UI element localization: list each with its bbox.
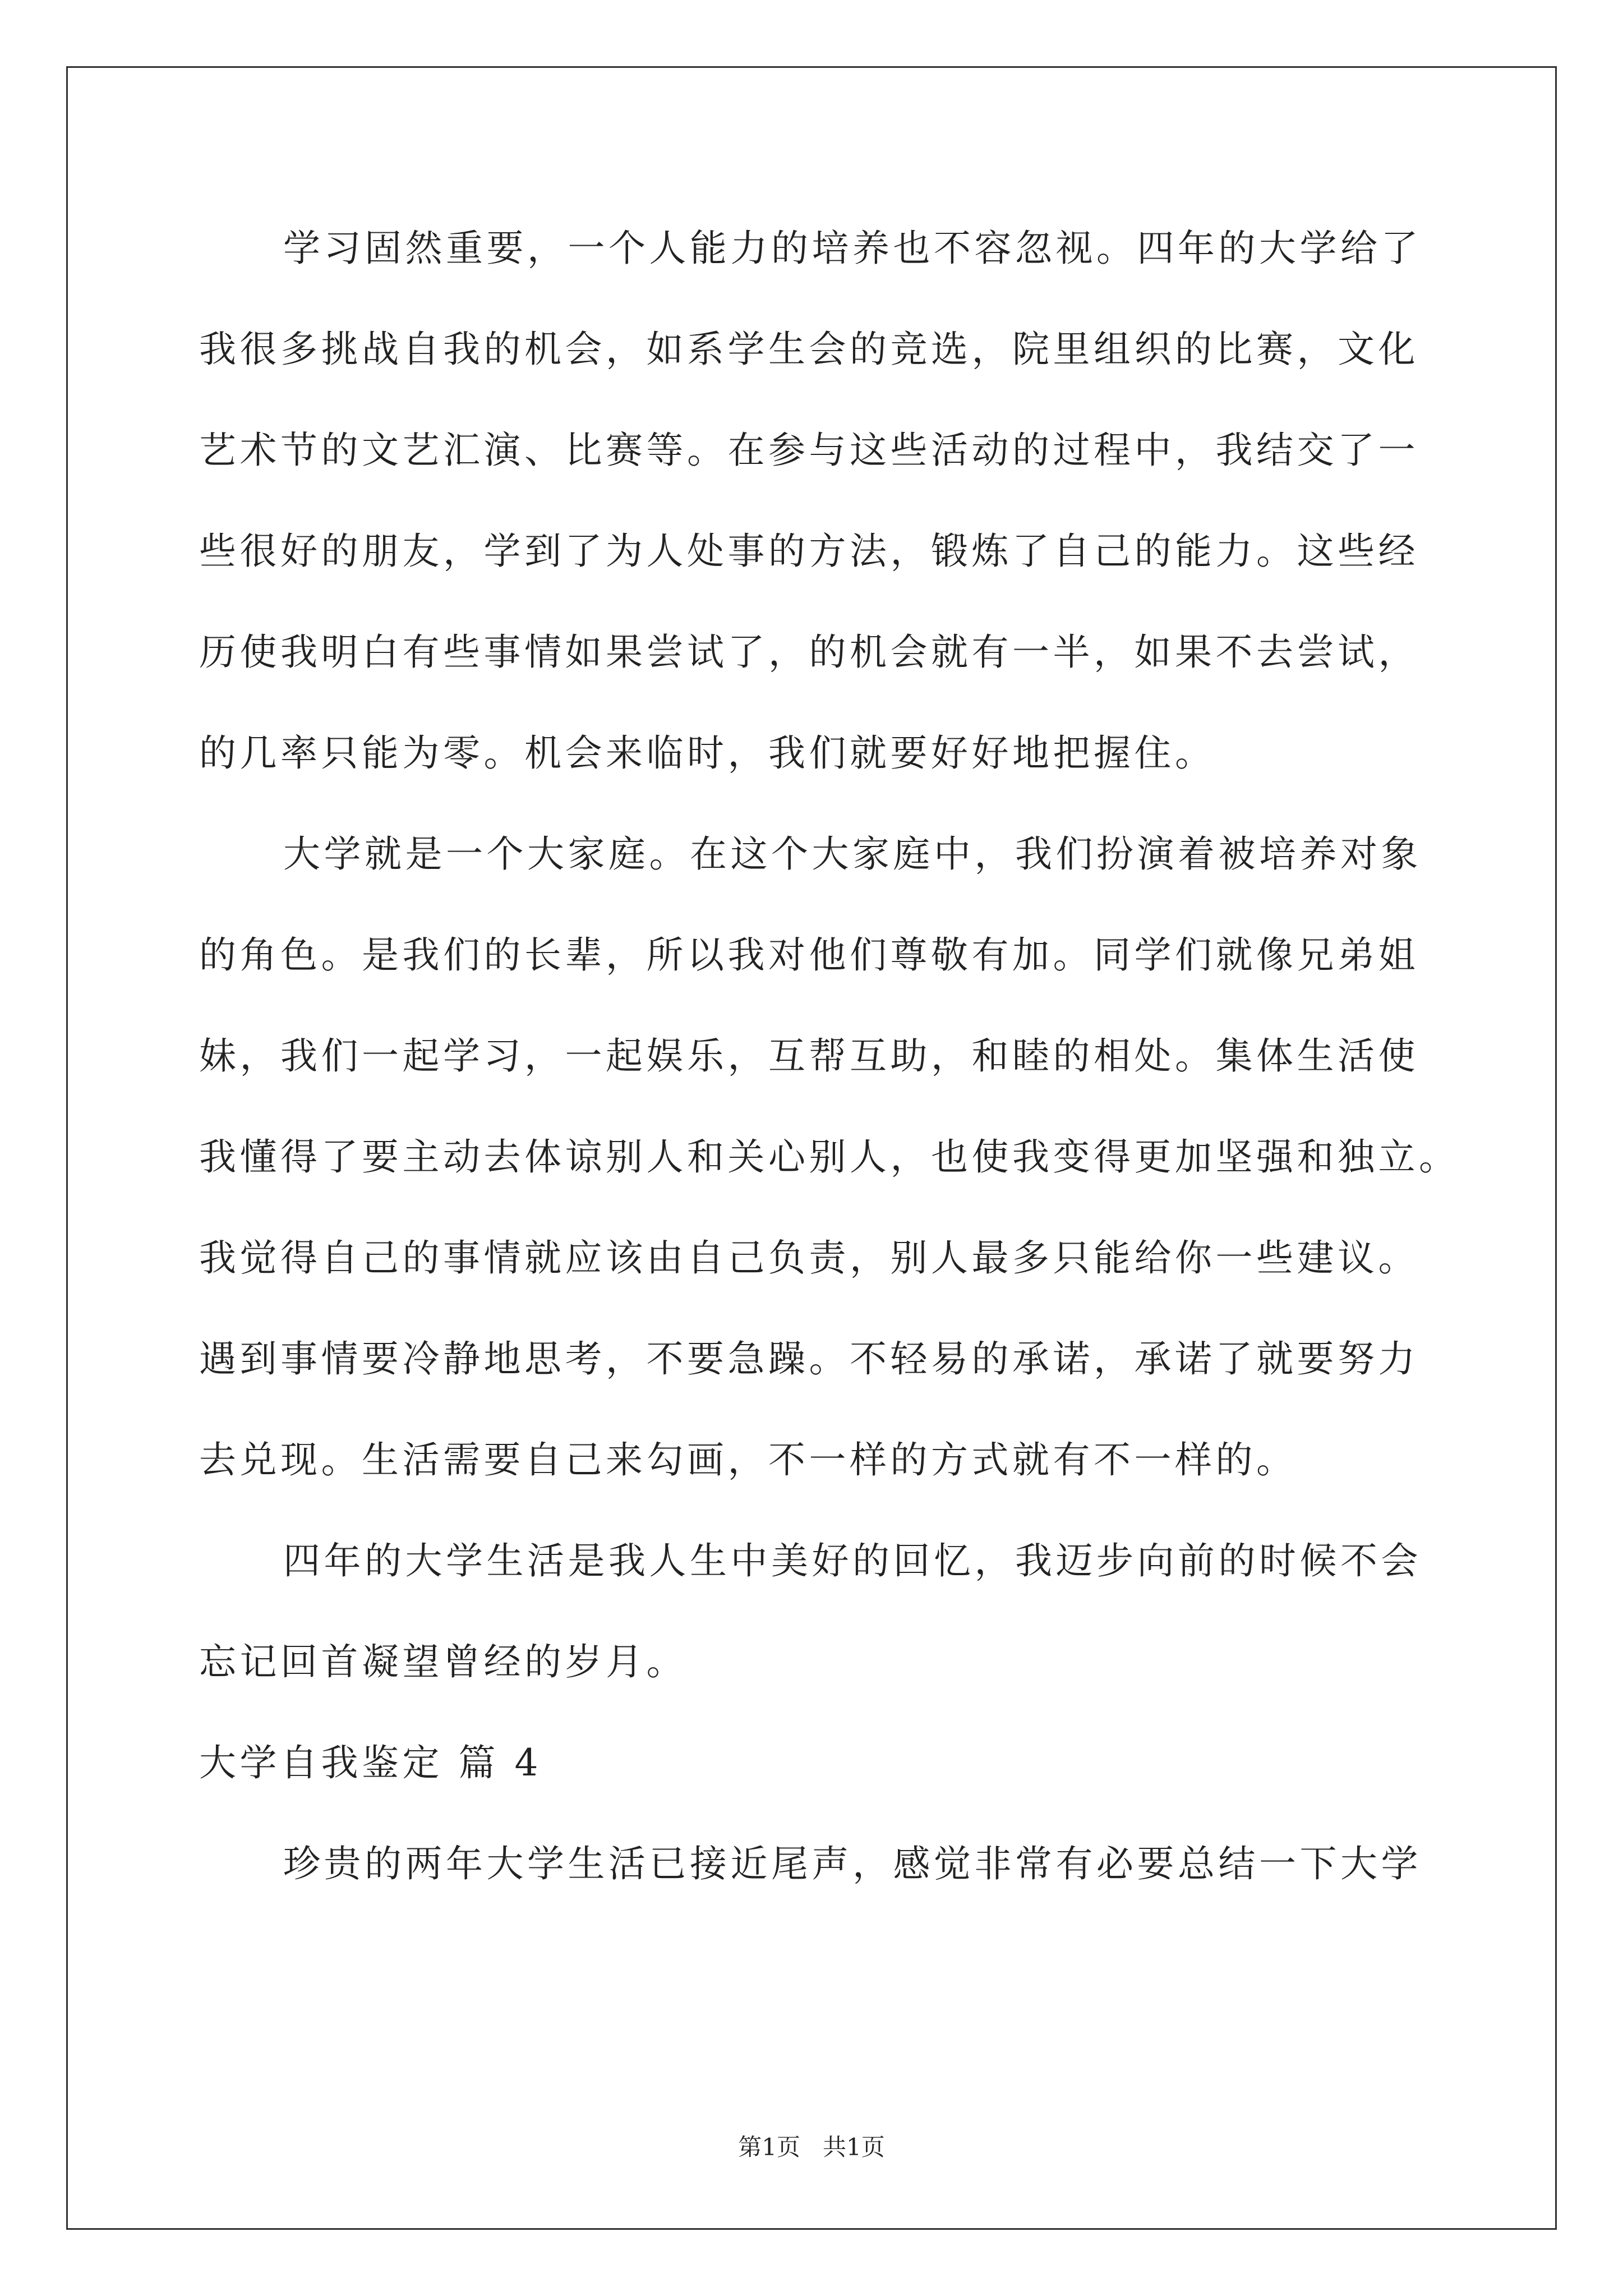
paragraph-line: 妹，我们一起学习，一起娱乐，互帮互助，和睦的相处。集体生活使 [199,1034,1419,1078]
paragraph-line: 的角色。是我们的长辈，所以我对他们尊敬有加。同学们就像兄弟姐 [199,933,1419,977]
paragraph-line: 艺术节的文艺汇演、比赛等。在参与这些活动的过程中，我结交了一 [199,429,1419,472]
paragraph-line: 的几率只能为零。机会来临时，我们就要好好地把握住。 [199,731,1216,775]
paragraph-line: 历使我明白有些事情如果尝试了，的机会就有一半，如果不去尝试， [199,631,1419,674]
paragraph-line: 遇到事情要冷静地思考，不要急躁。不轻易的承诺，承诺了就要努力 [199,1337,1419,1381]
paragraph-line: 忘记回首凝望曾经的岁月。 [199,1640,687,1683]
paragraph-line: 大学就是一个大家庭。在这个大家庭中，我们扮演着被培养对象 [283,832,1422,876]
paragraph-line: 珍贵的两年大学生活已接近尾声，感觉非常有必要总结一下大学 [283,1842,1422,1885]
paragraph-line: 去兑现。生活需要自己来勾画，不一样的方式就有不一样的。 [199,1438,1297,1481]
page-footer: 第1页 共1页 [738,2133,885,2161]
paragraph-line: 学习固然重要，一个人能力的培养也不容忽视。四年的大学给了 [283,227,1422,270]
section-heading: 大学自我鉴定 篇 4 [199,1741,542,1784]
paragraph-line: 我觉得自己的事情就应该由自己负责，别人最多只能给你一些建议。 [199,1236,1419,1280]
paragraph-line: 我懂得了要主动去体谅别人和关心别人，也使我变得更加坚强和独立。 [199,1135,1460,1179]
paragraph-line: 我很多挑战自我的机会，如系学生会的竞选，院里组织的比赛，文化 [199,328,1419,371]
paragraph-line: 四年的大学生活是我人生中美好的回忆，我迈步向前的时候不会 [283,1539,1422,1582]
paragraph-line: 些很好的朋友，学到了为人处事的方法，锻炼了自己的能力。这些经 [199,530,1419,573]
